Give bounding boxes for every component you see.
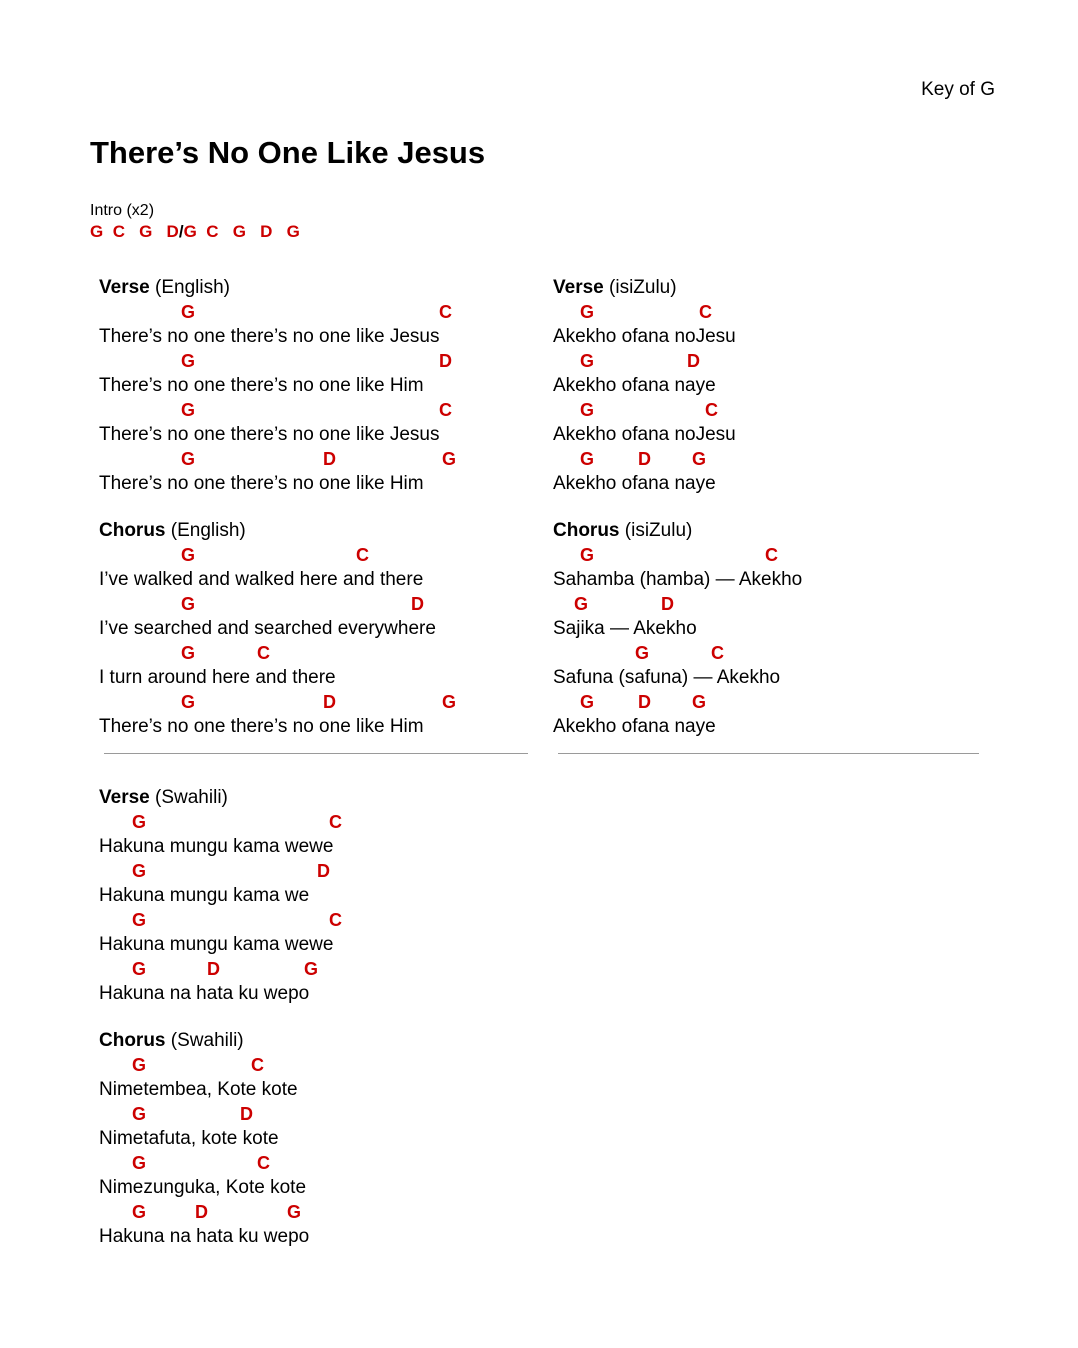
chord-row — [553, 300, 736, 324]
chord-row — [553, 447, 736, 471]
chord: C — [711, 643, 724, 663]
lyric-line: Akekho ofana noJesu — [553, 424, 736, 445]
chord: C — [439, 302, 452, 322]
intro-chord: D — [166, 222, 179, 241]
lyric-line: I’ve walked and walked here and there — [99, 569, 424, 590]
chord: G — [132, 812, 147, 832]
chord-row — [99, 1151, 309, 1175]
chord: G — [580, 545, 595, 565]
chord: G — [132, 1153, 147, 1173]
chord-row — [553, 349, 736, 373]
section-language: (isiZulu) — [609, 277, 677, 298]
chord: G — [181, 643, 196, 663]
lyric-line: Hakuna na hata ku wepo — [99, 1226, 310, 1247]
chord-row — [99, 641, 436, 665]
lyric-line: There’s no one there’s no one like Jesus — [99, 424, 440, 445]
section-name: Chorus — [99, 520, 166, 541]
intro-chord: G — [139, 222, 153, 241]
chord: G — [442, 449, 457, 469]
chord: D — [240, 1104, 253, 1124]
chord-row — [99, 349, 452, 373]
chord: D — [638, 692, 651, 712]
section-language: (English) — [155, 277, 230, 298]
divider-right — [558, 753, 979, 754]
lyric-line: Sahamba (hamba) — Akekho — [553, 569, 803, 590]
chord: G — [287, 1202, 302, 1222]
section-heading — [99, 1029, 309, 1053]
chord: C — [705, 400, 718, 420]
chord: G — [580, 449, 595, 469]
chord: D — [411, 594, 424, 614]
chord-row — [99, 908, 342, 932]
lyric-line: Hakuna mungu kama wewe — [99, 836, 334, 857]
chord-row — [553, 543, 802, 567]
chord: G — [132, 861, 147, 881]
chord-row — [553, 592, 802, 616]
lyric-line: Sajika — Akekho — [553, 618, 697, 639]
chord: G — [692, 449, 707, 469]
lyric-line: Nimetafuta, kote kote — [99, 1128, 279, 1149]
chorus-english — [99, 519, 457, 739]
section-heading — [553, 276, 736, 300]
intro-chord: G — [232, 222, 246, 241]
chord: G — [692, 692, 707, 712]
chord: G — [442, 692, 457, 712]
chord: C — [329, 812, 342, 832]
chord: G — [580, 400, 595, 420]
chord: G — [181, 302, 196, 322]
verse-isizulu — [553, 276, 736, 496]
section-heading — [99, 276, 439, 300]
chord-row — [99, 859, 333, 883]
lyric-line: Akekho ofana naye — [553, 716, 716, 737]
song-title: There’s No One Like Jesus — [90, 135, 486, 170]
intro-chord: C — [112, 222, 125, 241]
chord-row — [99, 447, 457, 471]
chord-row — [553, 398, 736, 422]
chord: G — [181, 692, 196, 712]
intro-chord: G — [90, 222, 104, 241]
lyric-line: Akekho ofana naye — [553, 473, 716, 494]
intro-separator: / — [178, 222, 184, 241]
chord: G — [304, 959, 319, 979]
section-language: (Swahili) — [155, 787, 228, 808]
chord-row — [553, 690, 802, 714]
section-heading — [99, 519, 436, 543]
lyric-line: There’s no one there’s no one like Jesus — [99, 326, 440, 347]
chord: C — [699, 302, 712, 322]
lyric-line: Hakuna mungu kama we — [99, 885, 310, 906]
section-name: Chorus — [553, 520, 620, 541]
chord: G — [132, 1202, 147, 1222]
chord: D — [661, 594, 674, 614]
section-name: Verse — [99, 277, 150, 298]
section-language: (Swahili) — [170, 1030, 244, 1051]
chord-row — [553, 641, 802, 665]
divider-left — [104, 753, 528, 754]
chord: G — [580, 302, 595, 322]
intro-chord: D — [260, 222, 273, 241]
chord: G — [132, 910, 147, 930]
chord: D — [687, 351, 700, 371]
lyric-line: Hakuna mungu kama wewe — [99, 934, 334, 955]
chord-row — [99, 543, 436, 567]
chorus-isizulu — [553, 519, 802, 739]
chord-row — [99, 300, 452, 324]
chorus-swahili — [99, 1029, 309, 1249]
chord: D — [439, 351, 452, 371]
chord: D — [638, 449, 651, 469]
intro-chord: C — [206, 222, 219, 241]
chord: G — [181, 351, 196, 371]
verse-swahili — [99, 786, 342, 1006]
chord: G — [132, 1055, 147, 1075]
chord: C — [356, 545, 369, 565]
lyric-line: I turn around here and there — [99, 667, 336, 688]
chord: G — [635, 643, 650, 663]
chord: G — [580, 692, 595, 712]
chord: G — [181, 594, 196, 614]
lyric-line: Akekho ofana naye — [553, 375, 716, 396]
intro-chord: G — [286, 222, 300, 241]
chord: D — [207, 959, 220, 979]
chord: G — [181, 545, 196, 565]
chord-row — [99, 690, 457, 714]
lyric-line: There’s no one there’s no one like Him — [99, 716, 424, 737]
lyric-line: Nimetembea, Kote kote — [99, 1079, 298, 1100]
chord-row — [99, 957, 333, 981]
chord: G — [574, 594, 589, 614]
intro-chord: G — [183, 222, 197, 241]
section-name: Chorus — [99, 1030, 166, 1051]
chord: D — [317, 861, 330, 881]
chord: C — [329, 910, 342, 930]
section-language: (English) — [170, 520, 246, 541]
key-label: Key of G — [921, 79, 995, 100]
section-heading — [99, 786, 333, 810]
chord: C — [257, 643, 270, 663]
chord-row — [99, 592, 436, 616]
chord-row — [99, 1200, 309, 1224]
chord: D — [195, 1202, 208, 1222]
chord-row — [99, 1102, 309, 1126]
chord: G — [132, 1104, 147, 1124]
lyric-line: Akekho ofana noJesu — [553, 326, 736, 347]
lyric-line: I’ve searched and searched everywhere — [99, 618, 436, 639]
lyric-line: Hakuna na hata ku wepo — [99, 983, 310, 1004]
section-heading — [553, 519, 802, 543]
chord: D — [323, 692, 336, 712]
intro-label: Intro (x2) — [90, 202, 155, 219]
chord: C — [251, 1055, 264, 1075]
verse-english — [99, 276, 457, 496]
chord: G — [132, 959, 147, 979]
chord: D — [323, 449, 336, 469]
chord-row — [99, 1053, 309, 1077]
chord-row — [99, 810, 342, 834]
lyric-line: Safuna (safuna) — Akekho — [553, 667, 781, 688]
lyric-line: There’s no one there’s no one like Him — [99, 473, 424, 494]
chord: C — [765, 545, 778, 565]
chord: G — [181, 400, 196, 420]
section-name: Verse — [553, 277, 604, 298]
chord: C — [439, 400, 452, 420]
chord: C — [257, 1153, 270, 1173]
chord: G — [181, 449, 196, 469]
section-language: (isiZulu) — [624, 520, 693, 541]
chord: G — [580, 351, 595, 371]
chord-row — [99, 398, 452, 422]
intro-chords — [90, 222, 300, 242]
lyric-line: Nimezunguka, Kote kote — [99, 1177, 307, 1198]
section-name: Verse — [99, 787, 150, 808]
lyric-line: There’s no one there’s no one like Him — [99, 375, 424, 396]
